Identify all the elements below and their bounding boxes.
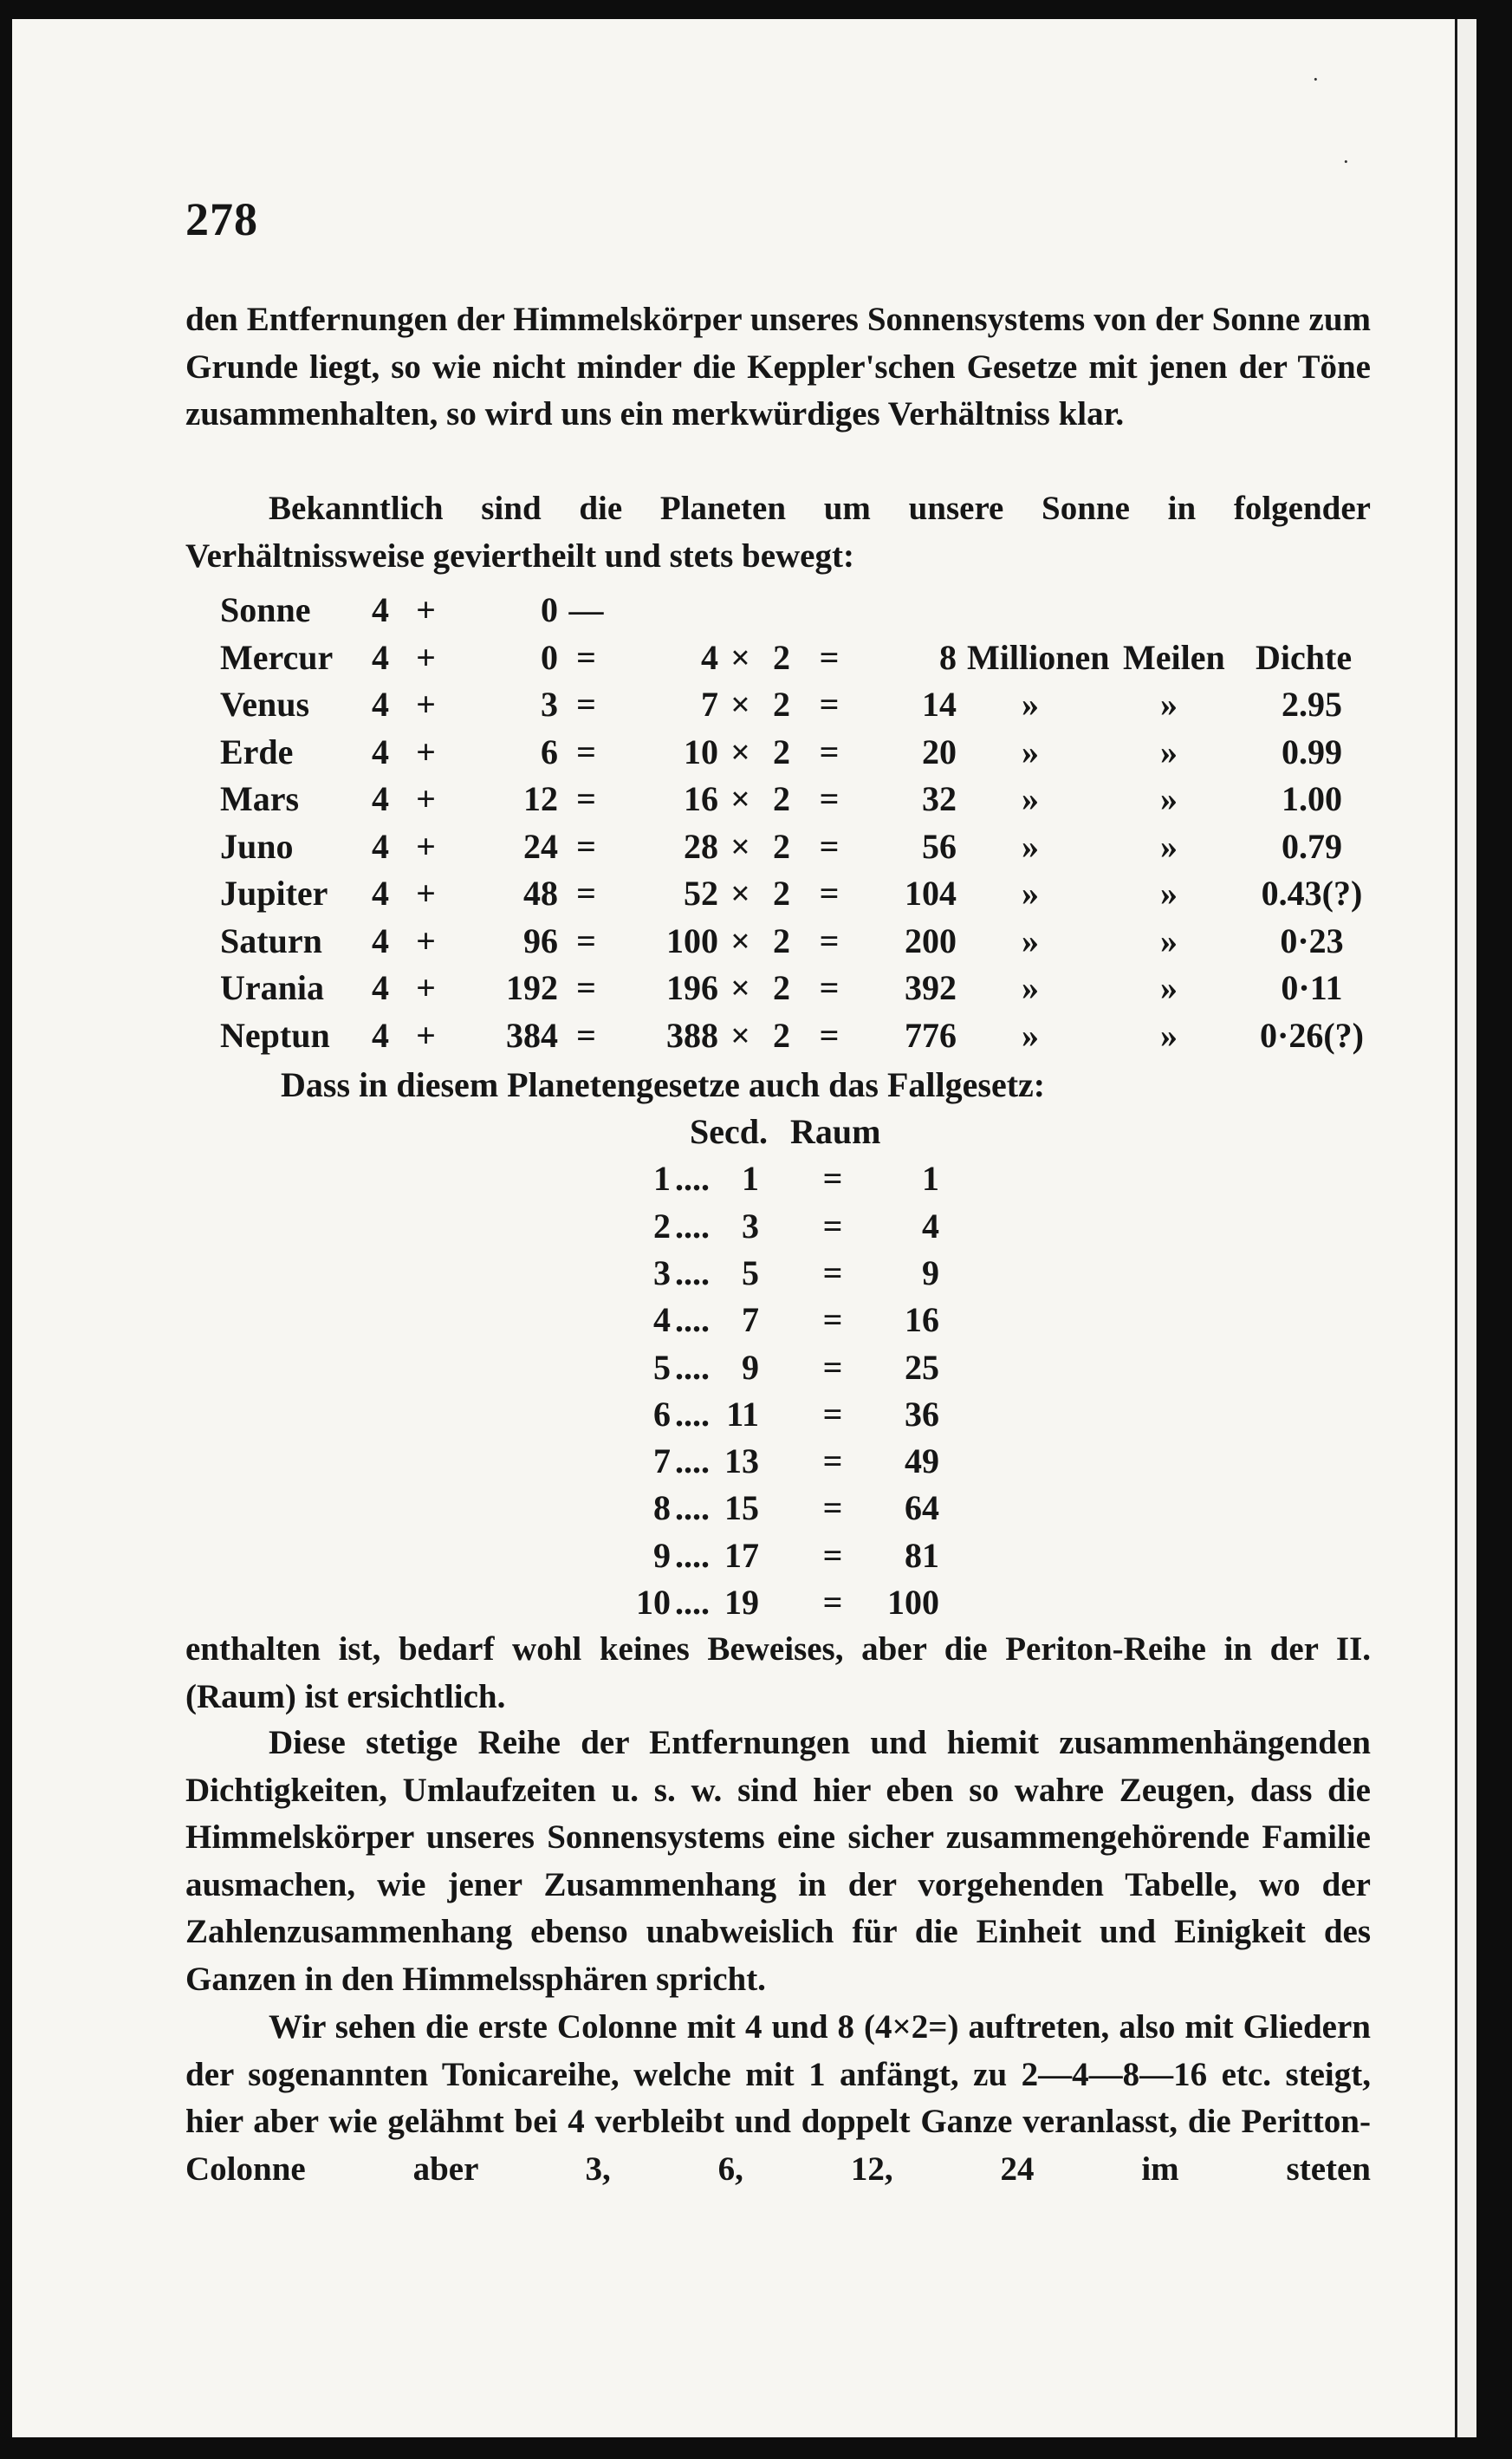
header-secd: Secd. bbox=[690, 1112, 768, 1151]
planet-cell-saturn-d1: » bbox=[1022, 920, 1039, 960]
planet-cell-neptun-eq: = bbox=[576, 1015, 596, 1055]
planet-cell-saturn-result: 200 bbox=[905, 920, 957, 960]
planet-cell-urania-sum: 196 bbox=[666, 968, 718, 1007]
planet-cell-urania-d2: » bbox=[1160, 968, 1178, 1007]
header-raum: Raum bbox=[790, 1112, 881, 1151]
planet-cell-jupiter-times: × bbox=[730, 874, 750, 913]
planet-cell-saturn-times: × bbox=[730, 920, 750, 960]
planet-cell-venus-plus: + bbox=[416, 685, 436, 724]
fall-cell-8-raum: 64 bbox=[905, 1488, 939, 1528]
planet-cell-venus-eq: = bbox=[576, 685, 596, 724]
paragraph-dass: Dass in diesem Planetengesetze auch das Fallgesetz: bbox=[281, 1065, 1046, 1104]
planet-cell-urania-result: 392 bbox=[905, 968, 957, 1007]
planet-cell-jupiter-name: Jupiter bbox=[220, 874, 328, 913]
planet-cell-urania-factor: 2 bbox=[773, 968, 790, 1007]
planet-cell-venus-factor: 2 bbox=[773, 685, 790, 724]
planet-cell-neptun-times: × bbox=[730, 1015, 750, 1055]
planet-cell-jupiter-eq2: = bbox=[819, 874, 840, 913]
fall-cell-7-secd: 7 bbox=[653, 1441, 671, 1481]
fall-cell-3-raum: 9 bbox=[922, 1252, 939, 1292]
planet-cell-mars-d2: » bbox=[1160, 779, 1178, 818]
paragraph-enthalten: enthalten ist, bedarf wohl keines Beweises, aber die Periton-Reihe in der II. (Raum) ist ersichtlich. bbox=[185, 1630, 1371, 1715]
planet-cell-erde-eq: = bbox=[576, 732, 596, 771]
paragraph-wir: Wir sehen die erste Colonne mit 4 und 8 (4×2=) auftreten, also mit Gliedern der sogenannten Tonicareihe, welche mit 1 anfängt, zu 2—4—8—16 etc. steigt, hier aber wie gelähmt bei 4 verbleibt und doppelt Ganze veranlasst, die Peritton-Colonne aber 3, 6, 12, 24 im steten bbox=[185, 2008, 1371, 2188]
fall-cell-1-raum: 1 bbox=[922, 1159, 939, 1199]
planet-cell-saturn-plus: + bbox=[416, 920, 436, 960]
planet-cell-mars-result: 32 bbox=[922, 779, 957, 818]
planet-cell-sonne-plus: + bbox=[416, 590, 436, 629]
planet-cell-juno-d1: » bbox=[1022, 826, 1039, 866]
planet-cell-mercur-add: 0 bbox=[541, 637, 558, 677]
planet-cell-saturn-d2: » bbox=[1160, 920, 1178, 960]
paragraph-intro: den Entfernungen der Himmelskörper unseres Sonnensystems von der Sonne zum Grunde liegt, so wie nicht minder die Keppler'schen Gesetze mit jenen der Töne zusammenhalten, so wird uns ein merkwürdiges Verhältniss klar. bbox=[185, 301, 1371, 433]
fall-cell-2-eq: = bbox=[822, 1206, 843, 1246]
planet-cell-mars-factor: 2 bbox=[773, 779, 790, 818]
planet-cell-juno-eq2: = bbox=[819, 826, 840, 866]
planet-cell-urania-eq2: = bbox=[819, 968, 840, 1007]
planet-cell-neptun-sum: 388 bbox=[666, 1015, 718, 1055]
paragraph-diese: Diese stetige Reihe der Entfernungen und hiemit zusammenhängenden Dichtigkeiten, Umlaufzeiten u. s. w. sind hier eben so wahre Zeugen, dass die Himmelskörper unseres Sonnensystems eine sicher zusammengehörende Familie ausmachen, wie jener Zusammenhang in der vorgehenden Tabelle, wo der Zahlenzusammenhang ebenso unabweislich für die Einheit und Einigkeit des Ganzen in den Himmelssphären spricht. bbox=[185, 1724, 1371, 1998]
planet-cell-jupiter-d1: » bbox=[1022, 874, 1039, 913]
planet-cell-erde-factor: 2 bbox=[773, 732, 790, 771]
planet-cell-jupiter-density: 0.43(?) bbox=[1261, 874, 1363, 913]
planet-cell-venus-result: 14 bbox=[922, 685, 957, 724]
planet-cell-juno-result: 56 bbox=[922, 826, 957, 866]
planet-cell-venus-add: 3 bbox=[541, 685, 558, 724]
planet-cell-mars-base: 4 bbox=[372, 779, 389, 818]
fall-cell-2-dots: .... bbox=[675, 1206, 710, 1246]
planet-cell-jupiter-base: 4 bbox=[372, 874, 389, 913]
book-page bbox=[12, 19, 1476, 2437]
unit-meilen: Meilen bbox=[1123, 637, 1225, 677]
planet-cell-mars-d1: » bbox=[1022, 779, 1039, 818]
planet-cell-saturn-eq: = bbox=[576, 920, 596, 960]
fall-cell-8-eq: = bbox=[822, 1488, 843, 1528]
planet-cell-erde-plus: + bbox=[416, 732, 436, 771]
fall-cell-6-secd: 6 bbox=[653, 1394, 671, 1434]
planet-cell-sonne-eq: — bbox=[568, 590, 604, 629]
fall-cell-3-dots: .... bbox=[675, 1252, 710, 1292]
fall-cell-8-odd: 15 bbox=[724, 1488, 759, 1528]
planet-cell-neptun-density: 0·26(?) bbox=[1260, 1015, 1364, 1055]
fall-cell-2-secd: 2 bbox=[653, 1206, 671, 1246]
planet-cell-mercur-eq: = bbox=[576, 637, 596, 677]
planet-cell-venus-base: 4 bbox=[372, 685, 389, 724]
planet-cell-venus-times: × bbox=[730, 685, 750, 724]
fall-cell-4-raum: 16 bbox=[905, 1300, 939, 1340]
planet-cell-juno-times: × bbox=[730, 826, 750, 866]
planet-cell-erde-sum: 10 bbox=[684, 732, 718, 771]
planet-cell-venus-sum: 7 bbox=[701, 685, 718, 724]
planet-cell-jupiter-plus: + bbox=[416, 874, 436, 913]
planet-cell-erde-d1: » bbox=[1022, 732, 1039, 771]
planet-cell-urania-density: 0·11 bbox=[1281, 968, 1343, 1007]
planet-cell-erde-add: 6 bbox=[541, 732, 558, 771]
planet-cell-mars-name: Mars bbox=[220, 779, 300, 818]
planet-cell-mars-plus: + bbox=[416, 779, 436, 818]
fall-cell-9-raum: 81 bbox=[905, 1535, 939, 1575]
planet-cell-sonne-base: 4 bbox=[372, 590, 389, 629]
fall-cell-5-odd: 9 bbox=[742, 1347, 759, 1387]
fall-cell-7-odd: 13 bbox=[724, 1441, 759, 1481]
fall-cell-5-dots: .... bbox=[675, 1347, 710, 1387]
planet-cell-mercur-times: × bbox=[730, 637, 750, 677]
fall-cell-4-dots: .... bbox=[675, 1300, 710, 1340]
planet-cell-saturn-density: 0·23 bbox=[1280, 920, 1344, 960]
fall-cell-6-odd: 11 bbox=[726, 1394, 759, 1434]
planet-cell-erde-base: 4 bbox=[372, 732, 389, 771]
planet-cell-neptun-eq2: = bbox=[819, 1015, 840, 1055]
fall-cell-10-secd: 10 bbox=[636, 1583, 671, 1622]
planet-cell-neptun-d2: » bbox=[1160, 1015, 1178, 1055]
fall-cell-1-secd: 1 bbox=[653, 1159, 671, 1199]
planet-cell-neptun-add: 384 bbox=[506, 1015, 558, 1055]
planet-cell-juno-d2: » bbox=[1160, 826, 1178, 866]
planet-cell-saturn-add: 96 bbox=[523, 920, 558, 960]
planet-cell-neptun-d1: » bbox=[1022, 1015, 1039, 1055]
planet-cell-erde-density: 0.99 bbox=[1282, 732, 1342, 771]
planet-cell-mars-eq: = bbox=[576, 779, 596, 818]
fall-cell-5-eq: = bbox=[822, 1347, 843, 1387]
planet-cell-venus-density: 2.95 bbox=[1282, 685, 1342, 724]
planet-cell-jupiter-eq: = bbox=[576, 874, 596, 913]
planet-cell-mercur-plus: + bbox=[416, 637, 436, 677]
planet-cell-mercur-name: Mercur bbox=[220, 637, 334, 677]
planet-cell-venus-d1: » bbox=[1022, 685, 1039, 724]
planet-cell-juno-name: Juno bbox=[220, 826, 294, 866]
planet-cell-urania-base: 4 bbox=[372, 968, 389, 1007]
planet-cell-erde-times: × bbox=[730, 732, 750, 771]
planet-cell-jupiter-factor: 2 bbox=[773, 874, 790, 913]
page-edge bbox=[1455, 19, 1476, 2437]
planet-cell-juno-factor: 2 bbox=[773, 826, 790, 866]
fall-cell-7-eq: = bbox=[822, 1441, 843, 1481]
fall-cell-8-secd: 8 bbox=[653, 1488, 671, 1528]
unit-millionen: Millionen bbox=[967, 637, 1110, 677]
planet-cell-mars-density: 1.00 bbox=[1282, 779, 1342, 818]
planet-cell-jupiter-add: 48 bbox=[523, 874, 558, 913]
fall-cell-1-odd: 1 bbox=[742, 1159, 759, 1199]
planet-cell-erde-eq2: = bbox=[819, 732, 840, 771]
planet-cell-erde-name: Erde bbox=[220, 732, 294, 771]
fall-cell-9-odd: 17 bbox=[724, 1535, 759, 1575]
fall-cell-9-secd: 9 bbox=[653, 1535, 671, 1575]
fall-cell-6-raum: 36 bbox=[905, 1394, 939, 1434]
planet-cell-juno-base: 4 bbox=[372, 826, 389, 866]
fall-cell-9-eq: = bbox=[822, 1535, 843, 1575]
planet-cell-neptun-result: 776 bbox=[905, 1015, 957, 1055]
fall-cell-2-odd: 3 bbox=[742, 1206, 759, 1246]
planet-cell-juno-sum: 28 bbox=[684, 826, 718, 866]
fall-cell-3-odd: 5 bbox=[742, 1252, 759, 1292]
planet-cell-juno-eq: = bbox=[576, 826, 596, 866]
fall-cell-1-dots: .... bbox=[675, 1159, 710, 1199]
planet-cell-juno-plus: + bbox=[416, 826, 436, 866]
fall-cell-7-dots: .... bbox=[675, 1441, 710, 1481]
planet-cell-saturn-sum: 100 bbox=[666, 920, 718, 960]
planet-cell-mercur-base: 4 bbox=[372, 637, 389, 677]
planet-cell-venus-eq2: = bbox=[819, 685, 840, 724]
planet-cell-saturn-base: 4 bbox=[372, 920, 389, 960]
fall-cell-9-dots: .... bbox=[675, 1535, 710, 1575]
planet-cell-urania-plus: + bbox=[416, 968, 436, 1007]
planet-cell-venus-d2: » bbox=[1160, 685, 1178, 724]
planet-cell-mercur-factor: 2 bbox=[773, 637, 790, 677]
planet-cell-mercur-eq2: = bbox=[819, 637, 840, 677]
planet-cell-urania-name: Urania bbox=[220, 968, 324, 1007]
fall-cell-10-eq: = bbox=[822, 1583, 843, 1622]
fall-cell-4-eq: = bbox=[822, 1300, 843, 1340]
fall-cell-10-odd: 19 bbox=[724, 1583, 759, 1622]
planet-cell-jupiter-sum: 52 bbox=[684, 874, 718, 913]
planet-cell-jupiter-d2: » bbox=[1160, 874, 1178, 913]
planet-cell-urania-d1: » bbox=[1022, 968, 1039, 1007]
paragraph-bekanntlich: Bekanntlich sind die Planeten um unsere Sonne in folgender Verhältnissweise geviertheilt und stets bewegt: bbox=[185, 490, 1371, 575]
planet-cell-juno-density: 0.79 bbox=[1282, 826, 1342, 866]
planet-cell-erde-d2: » bbox=[1160, 732, 1178, 771]
fall-cell-1-eq: = bbox=[822, 1159, 843, 1199]
planet-cell-neptun-plus: + bbox=[416, 1015, 436, 1055]
fall-cell-3-eq: = bbox=[822, 1252, 843, 1292]
planet-cell-neptun-name: Neptun bbox=[220, 1015, 330, 1055]
fall-cell-10-raum: 100 bbox=[887, 1583, 939, 1622]
fall-cell-2-raum: 4 bbox=[922, 1206, 939, 1246]
fall-cell-7-raum: 49 bbox=[905, 1441, 939, 1481]
print-speck: · bbox=[1342, 149, 1350, 174]
planet-cell-neptun-base: 4 bbox=[372, 1015, 389, 1055]
page-number: 278 bbox=[185, 193, 258, 245]
planet-cell-urania-times: × bbox=[730, 968, 750, 1007]
planet-cell-urania-eq: = bbox=[576, 968, 596, 1007]
planet-cell-neptun-factor: 2 bbox=[773, 1015, 790, 1055]
planet-cell-sonne-name: Sonne bbox=[220, 590, 311, 629]
planet-cell-saturn-eq2: = bbox=[819, 920, 840, 960]
planet-cell-mars-times: × bbox=[730, 779, 750, 818]
planet-cell-jupiter-result: 104 bbox=[905, 874, 957, 913]
planet-cell-mercur-result: 8 bbox=[939, 637, 957, 677]
fall-cell-3-secd: 3 bbox=[653, 1252, 671, 1292]
fall-cell-6-dots: .... bbox=[675, 1394, 710, 1434]
fall-cell-4-secd: 4 bbox=[653, 1300, 671, 1340]
planet-cell-urania-add: 192 bbox=[506, 968, 558, 1007]
planet-cell-saturn-name: Saturn bbox=[220, 920, 322, 960]
planet-cell-mars-sum: 16 bbox=[684, 779, 718, 818]
planet-cell-mars-add: 12 bbox=[523, 779, 558, 818]
planet-cell-saturn-factor: 2 bbox=[773, 920, 790, 960]
planet-cell-sonne-add: 0 bbox=[541, 590, 558, 629]
planet-cell-erde-result: 20 bbox=[922, 732, 957, 771]
planet-cell-venus-name: Venus bbox=[220, 685, 310, 724]
fall-cell-5-raum: 25 bbox=[905, 1347, 939, 1387]
planet-cell-mercur-sum: 4 bbox=[701, 637, 718, 677]
fall-cell-10-dots: .... bbox=[675, 1583, 710, 1622]
planet-cell-juno-add: 24 bbox=[523, 826, 558, 866]
fall-cell-5-secd: 5 bbox=[653, 1347, 671, 1387]
fall-cell-8-dots: .... bbox=[675, 1488, 710, 1528]
planet-cell-mars-eq2: = bbox=[819, 779, 840, 818]
fall-cell-4-odd: 7 bbox=[742, 1300, 759, 1340]
header-dichte: Dichte bbox=[1256, 637, 1353, 677]
fall-cell-6-eq: = bbox=[822, 1394, 843, 1434]
print-speck: · bbox=[1312, 67, 1320, 92]
